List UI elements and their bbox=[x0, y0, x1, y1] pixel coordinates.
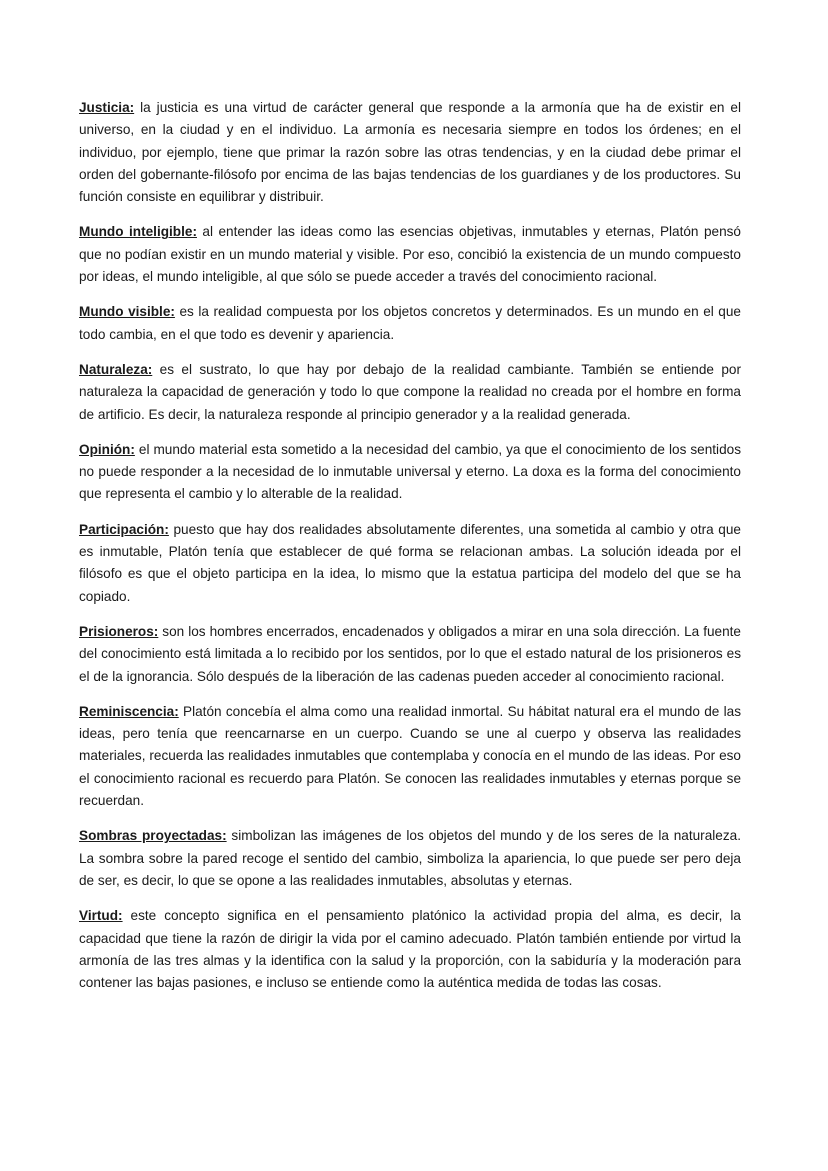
entry-reminiscencia bbox=[79, 701, 741, 812]
term: Naturaleza: bbox=[79, 361, 153, 377]
term: Mundo inteligible: bbox=[79, 224, 197, 240]
entry-justicia bbox=[79, 97, 741, 208]
definition: Platón concebía el alma como una realidad inmortal. Su hábitat natural era el mundo de las ideas, pero tenía que reencarnarse en un cuerpo. Cuando se une al cuerpo y observa las realidades materiales, recuerda las realidades inmutables que contemplaba y conocía en el mundo de las ideas. Por eso el conocimiento racional es recuerdo para Platón. Se conocen las realidades inmutables y eternas porque se recuerdan. bbox=[79, 703, 741, 809]
definition: el mundo material esta sometido a la necesidad del cambio, ya que el conocimiento de los sentidos no puede responder a la necesidad de lo inmutable universal y eterno. La doxa es la forma del conocimiento que representa el cambio y lo alterable de la realidad. bbox=[79, 441, 741, 502]
definition: este concepto significa en el pensamiento platónico la actividad propia del alma, es decir, la capacidad que tiene la razón de dirigir la vida por el camino adecuado. Platón también entiende por virtud la armonía de las tres almas y la identifica con la salud y la proporción, con la sabiduría y la moderación para contener las bajas pasiones, e incluso se entiende como la auténtica medida de todas las cosas. bbox=[79, 908, 741, 991]
entry-mundo-visible bbox=[79, 301, 741, 346]
definition: la justicia es una virtud de carácter general que responde a la armonía que ha de existir en el universo, en la ciudad y en el individuo. La armonía es necesaria siempre en todos los órdenes; en el individuo, por ejemplo, tiene que primar la razón sobre las otras tendencias, y en la ciudad debe primar el orden del gobernante-filósofo por encima de las bajas tendencias de los guardianes y de los productores. Su función consiste en equilibrar y distribuir. bbox=[79, 100, 741, 205]
definition: puesto que hay dos realidades absolutamente diferentes, una sometida al cambio y otra que es inmutable, Platón tenía que establecer de qué forma se relacionan ambas. La solución ideada por el filósofo es que el objeto participa en la idea, lo mismo que la estatua participa del modelo del que se ha copiado. bbox=[79, 521, 741, 604]
definition: es la realidad compuesta por los objetos concretos y determinados. Es un mundo en el que todo cambia, en el que todo es devenir y apariencia. bbox=[79, 304, 741, 342]
entry-naturaleza bbox=[79, 359, 741, 426]
entry-virtud bbox=[79, 905, 741, 994]
entry-prisioneros bbox=[79, 621, 741, 688]
entry-sombras-proyectadas bbox=[79, 825, 741, 892]
term: Reminiscencia: bbox=[79, 703, 179, 719]
definition: es el sustrato, lo que hay por debajo de la realidad cambiante. También se entiende por naturaleza la capacidad de generación y todo lo que compone la realidad no creada por el hombre en forma de artificio. Es decir, la naturaleza responde al principio generador y a la realidad generada. bbox=[79, 361, 741, 422]
definition: al entender las ideas como las esencias objetivas, inmutables y eternas, Platón pensó que no podían existir en un mundo material y visible. Por eso, concibió la existencia de un mundo compuesto por ideas, el mundo inteligible, al que sólo se puede acceder a través del conocimiento racional. bbox=[79, 224, 741, 285]
term: Virtud: bbox=[79, 908, 123, 924]
term: Participación: bbox=[79, 521, 169, 537]
term: Justicia: bbox=[79, 100, 135, 115]
term: Opinión: bbox=[79, 441, 135, 457]
entry-opinion bbox=[79, 439, 741, 506]
term: Prisioneros: bbox=[79, 623, 159, 639]
definition: son los hombres encerrados, encadenados y obligados a mirar en una sola dirección. La fuente del conocimiento está limitada a lo recibido por los sentidos, por lo que el estado natural de los prisioneros es el de la ignorancia. Sólo después de la liberación de las cadenas pueden acceder al conocimiento racional. bbox=[79, 623, 741, 684]
entry-participacion bbox=[79, 519, 741, 608]
term: Mundo visible: bbox=[79, 304, 175, 320]
entry-mundo-inteligible bbox=[79, 221, 741, 288]
glossary-document bbox=[79, 97, 741, 1007]
definition: simbolizan las imágenes de los objetos del mundo y de los seres de la naturaleza. La sombra sobre la pared recoge el sentido del cambio, simboliza la apariencia, lo que puede ser pero deja de ser, es decir, lo que se opone a las realidades inmutables, absolutas y eternas. bbox=[79, 828, 741, 888]
term: Sombras proyectadas: bbox=[79, 828, 227, 844]
